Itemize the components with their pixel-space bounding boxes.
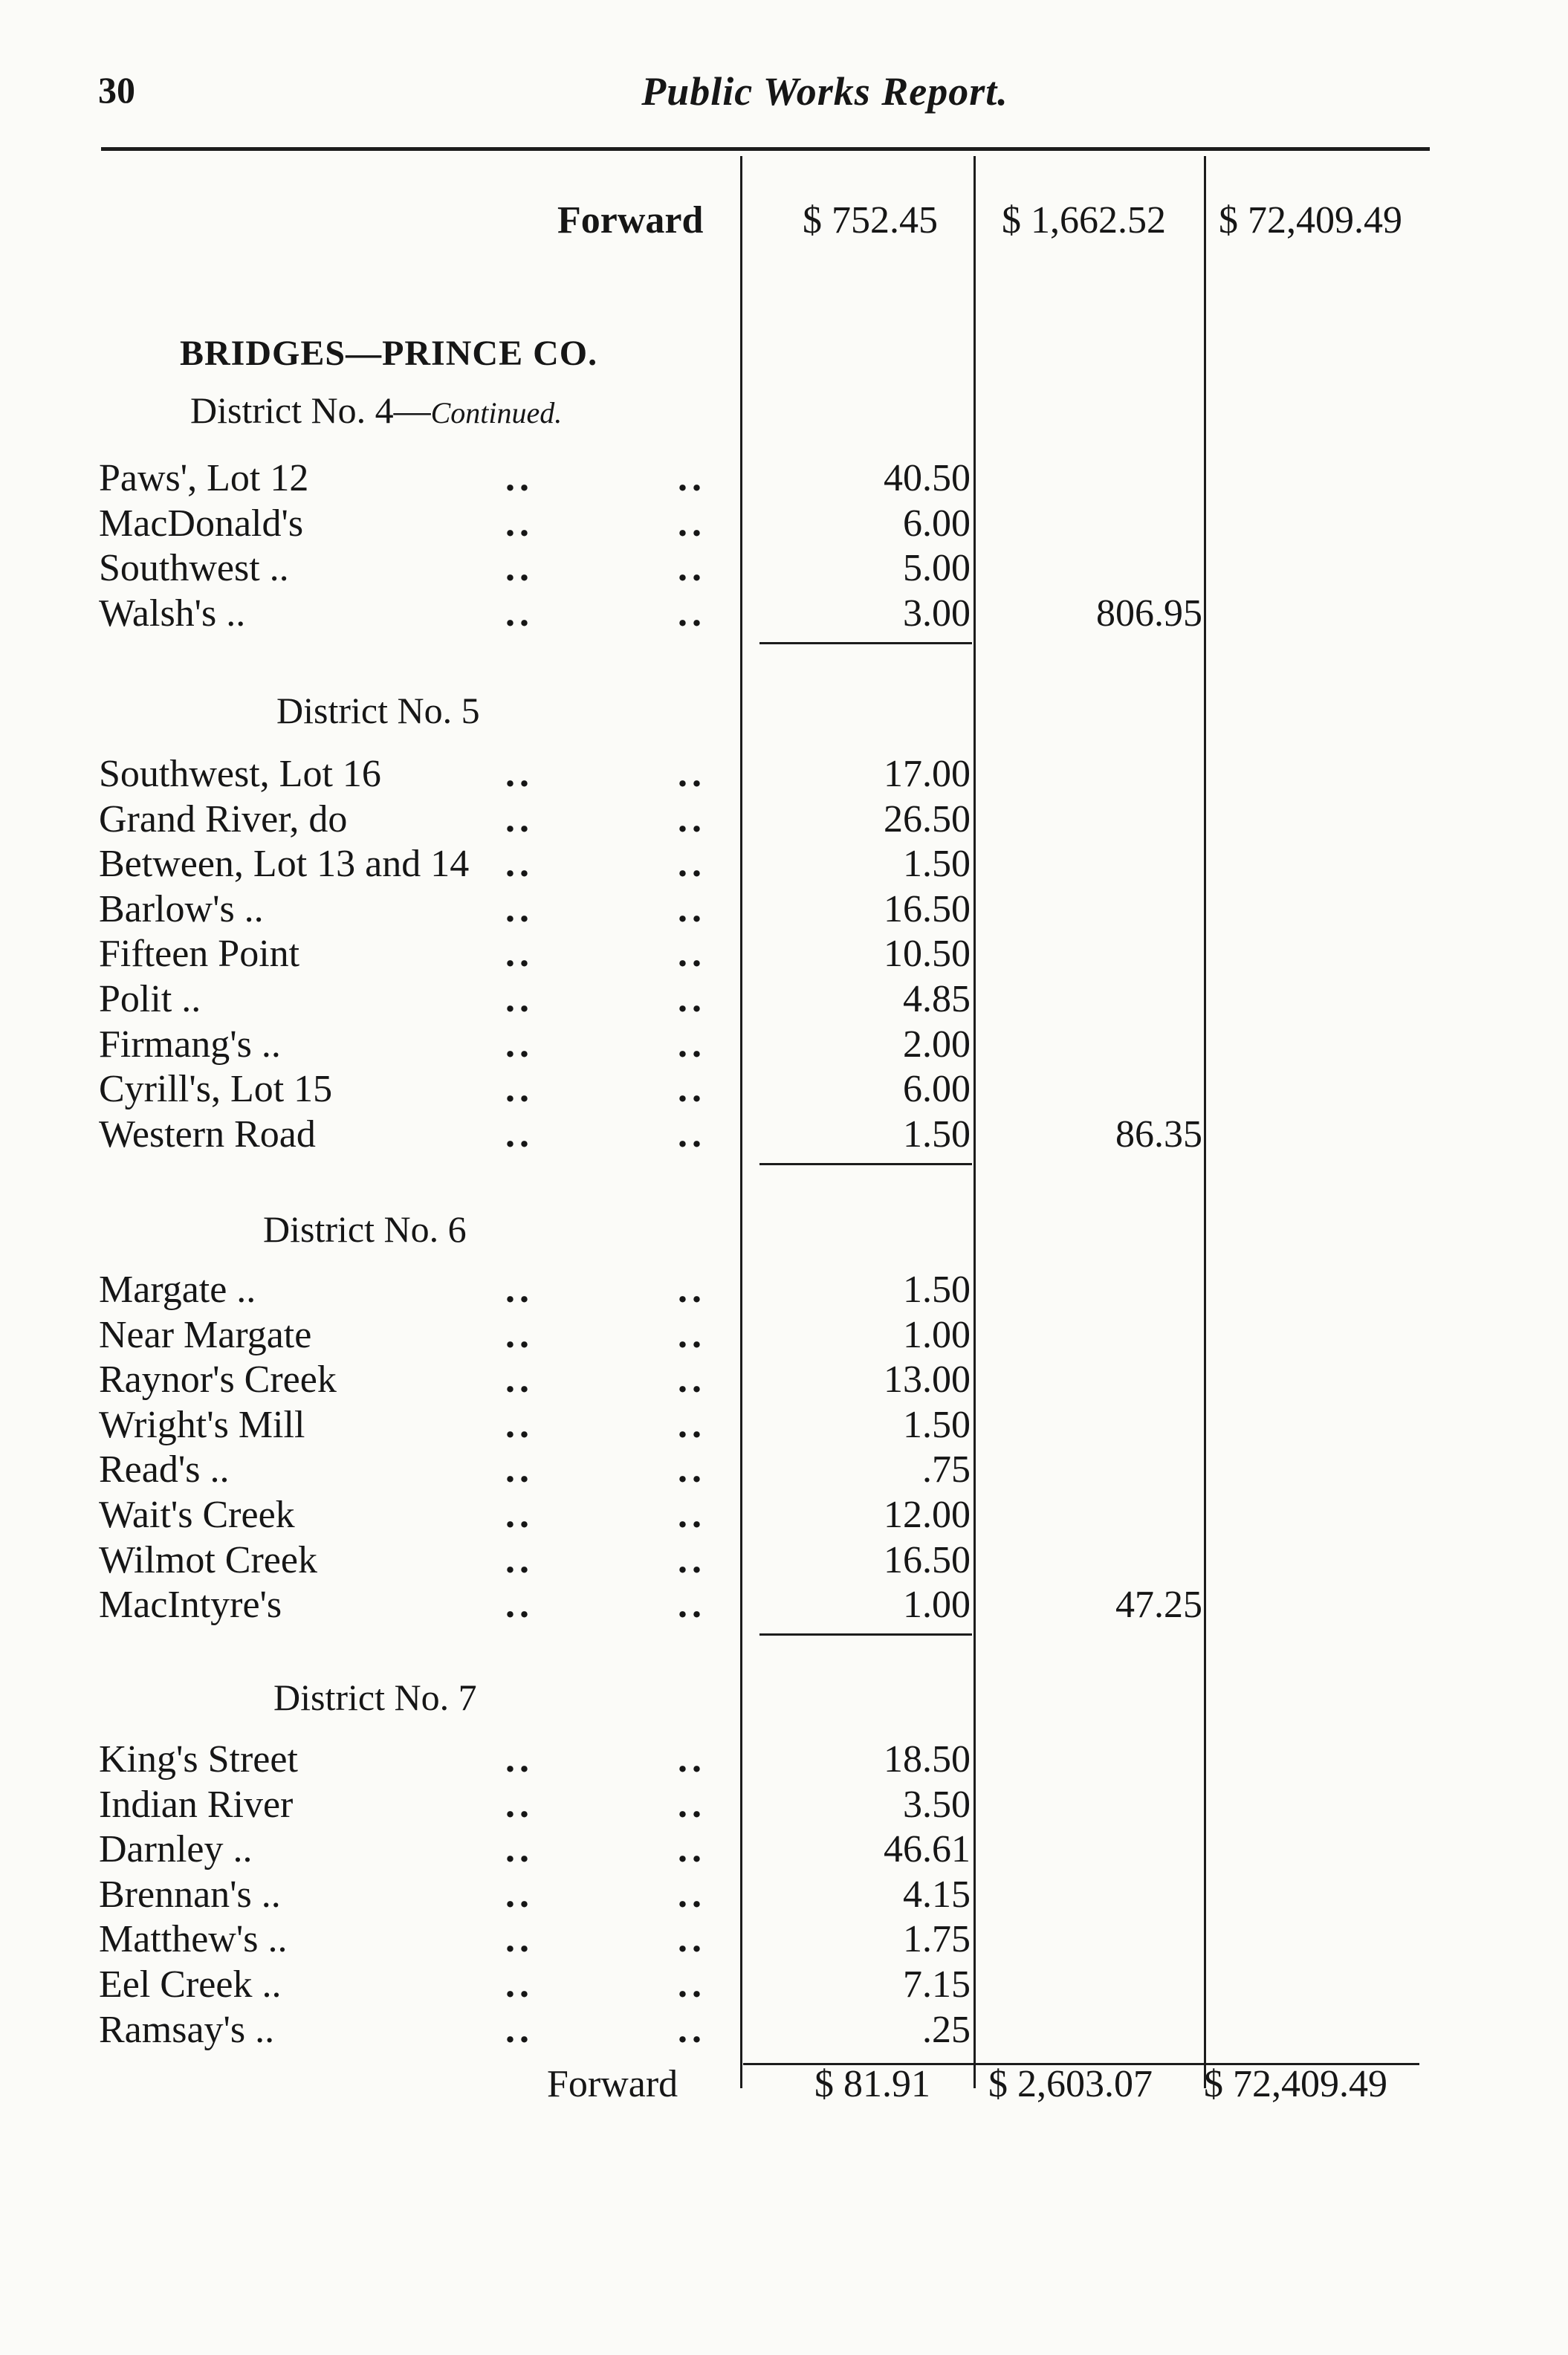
- item-amount: 18.50: [884, 1738, 971, 1781]
- item-name: Near Margate: [99, 1313, 312, 1356]
- leader-dots: ..: [678, 547, 706, 590]
- leader-dots: ..: [505, 547, 534, 590]
- district-heading-text: District No. 6: [263, 1208, 467, 1250]
- leader-dots: ..: [678, 1313, 706, 1356]
- ledger-row: [0, 1873, 1568, 1917]
- item-amount: 4.15: [903, 1873, 971, 1916]
- ledger-row: [0, 1023, 1568, 1067]
- forward-top-label: Forward: [557, 199, 704, 242]
- item-amount: 3.00: [903, 592, 971, 635]
- item-name: Indian River: [99, 1783, 294, 1826]
- item-name: Southwest, Lot 16: [99, 753, 381, 795]
- leader-dots: ..: [505, 1783, 534, 1826]
- item-amount: 13.00: [884, 1358, 971, 1402]
- item-amount: 12.00: [884, 1494, 971, 1536]
- leader-dots: ..: [678, 1403, 706, 1446]
- item-name: Southwest ..: [99, 547, 289, 590]
- leader-dots: ..: [678, 1584, 706, 1627]
- item-amount: .25: [922, 2008, 971, 2051]
- item-name: Cyrill's, Lot 15: [99, 1068, 333, 1111]
- district-heading-text: District No. 4—: [190, 389, 431, 431]
- item-amount: .75: [922, 1448, 971, 1491]
- district-heading-text: District No. 5: [276, 690, 480, 731]
- forward-bottom-col3: $ 72,409.49: [1204, 2063, 1387, 2105]
- item-name: Darnley ..: [99, 1828, 253, 1871]
- leader-dots: ..: [678, 1538, 706, 1581]
- leader-dots: ..: [678, 843, 706, 886]
- leader-dots: ..: [678, 978, 706, 1020]
- district-subtotal: 47.25: [1115, 1584, 1202, 1627]
- leader-dots: ..: [678, 502, 706, 545]
- page-title: Public Works Report.: [641, 69, 1008, 114]
- leader-dots: ..: [505, 1494, 534, 1536]
- ledger-row: [0, 1917, 1568, 1962]
- forward-bottom-col2: $ 2,603.07: [988, 2063, 1153, 2105]
- district-heading-suffix: Continued.: [430, 396, 563, 430]
- item-name: Matthew's ..: [99, 1918, 288, 1961]
- ledger-row: [0, 932, 1568, 976]
- leader-dots: ..: [505, 887, 534, 930]
- district-heading: [263, 1207, 467, 1251]
- item-amount: 7.15: [903, 1963, 971, 2006]
- leader-dots: ..: [505, 1584, 534, 1627]
- leader-dots: ..: [678, 1023, 706, 1066]
- item-name: Grand River, do: [99, 797, 348, 840]
- leader-dots: ..: [678, 1873, 706, 1916]
- leader-dots: ..: [505, 502, 534, 545]
- leader-dots: ..: [505, 1828, 534, 1871]
- item-name: Polit ..: [99, 978, 201, 1020]
- item-name: Margate ..: [99, 1269, 256, 1311]
- forward-bottom-col1: $ 81.91: [814, 2063, 930, 2105]
- item-amount: 17.00: [884, 753, 971, 795]
- item-name: Ramsay's ..: [99, 2008, 275, 2051]
- item-name: Paws', Lot 12: [99, 457, 309, 499]
- leader-dots: ..: [505, 1403, 534, 1446]
- item-name: Brennan's ..: [99, 1873, 281, 1916]
- leader-dots: ..: [678, 1448, 706, 1491]
- ledger-row: [0, 1403, 1568, 1448]
- item-amount: 1.75: [903, 1918, 971, 1961]
- item-name: Wilmot Creek: [99, 1538, 317, 1581]
- leader-dots: ..: [505, 1023, 534, 1066]
- leader-dots: ..: [505, 1313, 534, 1356]
- ledger-row: [0, 1737, 1568, 1782]
- item-amount: 46.61: [884, 1828, 971, 1871]
- leader-dots: ..: [678, 1112, 706, 1156]
- ledger-row: [0, 1313, 1568, 1358]
- ledger-row: [0, 977, 1568, 1022]
- leader-dots: ..: [678, 1918, 706, 1961]
- district-subtotal: 806.95: [1096, 592, 1202, 635]
- ledger-row: [0, 456, 1568, 501]
- leader-dots: ..: [678, 933, 706, 976]
- ledger-row: [0, 1493, 1568, 1538]
- leader-dots: ..: [678, 1963, 706, 2006]
- leader-dots: ..: [678, 592, 706, 635]
- item-amount: 1.00: [903, 1313, 971, 1356]
- district-heading-text: District No. 7: [273, 1677, 477, 1718]
- ledger-row: [0, 1827, 1568, 1872]
- ledger-row: [0, 1583, 1568, 1627]
- item-amount: 4.85: [903, 978, 971, 1020]
- leader-dots: ..: [505, 1112, 534, 1156]
- leader-dots: ..: [678, 2008, 706, 2051]
- ledger-row: [0, 2008, 1568, 2053]
- leader-dots: ..: [678, 1358, 706, 1402]
- district-heading: [276, 688, 480, 733]
- item-name: Raynor's Creek: [99, 1358, 337, 1402]
- leader-dots: ..: [505, 592, 534, 635]
- item-amount: 1.50: [903, 1269, 971, 1311]
- leader-dots: ..: [505, 1358, 534, 1402]
- district-subtotal: 86.35: [1115, 1112, 1202, 1156]
- forward-top-col2: $ 1,662.52: [1002, 199, 1166, 242]
- ledger-row: [0, 887, 1568, 932]
- page-number: 30: [98, 69, 135, 111]
- forward-top-col1: $ 752.45: [803, 199, 938, 242]
- leader-dots: ..: [505, 933, 534, 976]
- item-amount: 6.00: [903, 1068, 971, 1111]
- item-name: Western Road: [99, 1112, 316, 1156]
- leader-dots: ..: [678, 1783, 706, 1826]
- leader-dots: ..: [678, 1269, 706, 1311]
- leader-dots: ..: [505, 1738, 534, 1781]
- leader-dots: ..: [505, 843, 534, 886]
- leader-dots: ..: [678, 1494, 706, 1536]
- item-name: Walsh's ..: [99, 592, 246, 635]
- item-amount: 1.50: [903, 1403, 971, 1446]
- ledger-row: [0, 1448, 1568, 1492]
- item-name: King's Street: [99, 1738, 298, 1781]
- item-name: Fifteen Point: [99, 933, 300, 976]
- item-name: Barlow's ..: [99, 887, 264, 930]
- item-name: Firmang's ..: [99, 1023, 281, 1066]
- leader-dots: ..: [678, 753, 706, 795]
- leader-dots: ..: [678, 457, 706, 499]
- item-amount: 16.50: [884, 1538, 971, 1581]
- section-title: BRIDGES—PRINCE CO.: [180, 334, 598, 373]
- ledger-row: [0, 546, 1568, 591]
- item-name: MacDonald's: [99, 502, 304, 545]
- ledger-row: [0, 1067, 1568, 1112]
- item-name: Wright's Mill: [99, 1403, 305, 1446]
- leader-dots: ..: [505, 457, 534, 499]
- ledger-row: [0, 1268, 1568, 1312]
- item-amount: 1.50: [903, 843, 971, 886]
- district-heading: [273, 1675, 477, 1720]
- ledger-row: [0, 752, 1568, 797]
- district-heading: [190, 388, 562, 435]
- item-name: Between, Lot 13 and 14: [99, 843, 470, 886]
- ledger-row: [0, 842, 1568, 887]
- leader-dots: ..: [505, 2008, 534, 2051]
- forward-bottom-label: Forward: [547, 2063, 678, 2105]
- ledger-row: [0, 1963, 1568, 2007]
- ledger-row: [0, 1538, 1568, 1583]
- ledger-row: [0, 1112, 1568, 1157]
- subtotal-rule: [759, 642, 972, 644]
- leader-dots: ..: [505, 1538, 534, 1581]
- item-name: Wait's Creek: [99, 1494, 295, 1536]
- leader-dots: ..: [678, 1068, 706, 1111]
- leader-dots: ..: [505, 1448, 534, 1491]
- item-amount: 40.50: [884, 457, 971, 499]
- ledger-row: [0, 1358, 1568, 1402]
- subtotal-rule: [759, 1633, 972, 1636]
- leader-dots: ..: [505, 753, 534, 795]
- item-amount: 26.50: [884, 797, 971, 840]
- leader-dots: ..: [505, 1873, 534, 1916]
- item-amount: 10.50: [884, 933, 971, 976]
- leader-dots: ..: [505, 797, 534, 840]
- item-name: Read's ..: [99, 1448, 230, 1491]
- item-amount: 3.50: [903, 1783, 971, 1826]
- item-amount: 16.50: [884, 887, 971, 930]
- subtotal-rule: [759, 1163, 972, 1165]
- leader-dots: ..: [505, 1918, 534, 1961]
- ledger-row: [0, 502, 1568, 546]
- forward-top-col3: $ 72,409.49: [1219, 199, 1402, 242]
- leader-dots: ..: [505, 978, 534, 1020]
- ledger-row: [0, 592, 1568, 636]
- leader-dots: ..: [678, 887, 706, 930]
- item-name: Eel Creek ..: [99, 1963, 282, 2006]
- leader-dots: ..: [678, 1828, 706, 1871]
- leader-dots: ..: [678, 1738, 706, 1781]
- leader-dots: ..: [505, 1963, 534, 2006]
- item-amount: 1.50: [903, 1112, 971, 1156]
- leader-dots: ..: [505, 1068, 534, 1111]
- ledger-row: [0, 797, 1568, 842]
- item-amount: 1.00: [903, 1584, 971, 1627]
- item-amount: 5.00: [903, 547, 971, 590]
- leader-dots: ..: [678, 797, 706, 840]
- item-amount: 6.00: [903, 502, 971, 545]
- leader-dots: ..: [505, 1269, 534, 1311]
- item-name: MacIntyre's: [99, 1584, 282, 1627]
- item-amount: 2.00: [903, 1023, 971, 1066]
- ledger-row: [0, 1783, 1568, 1827]
